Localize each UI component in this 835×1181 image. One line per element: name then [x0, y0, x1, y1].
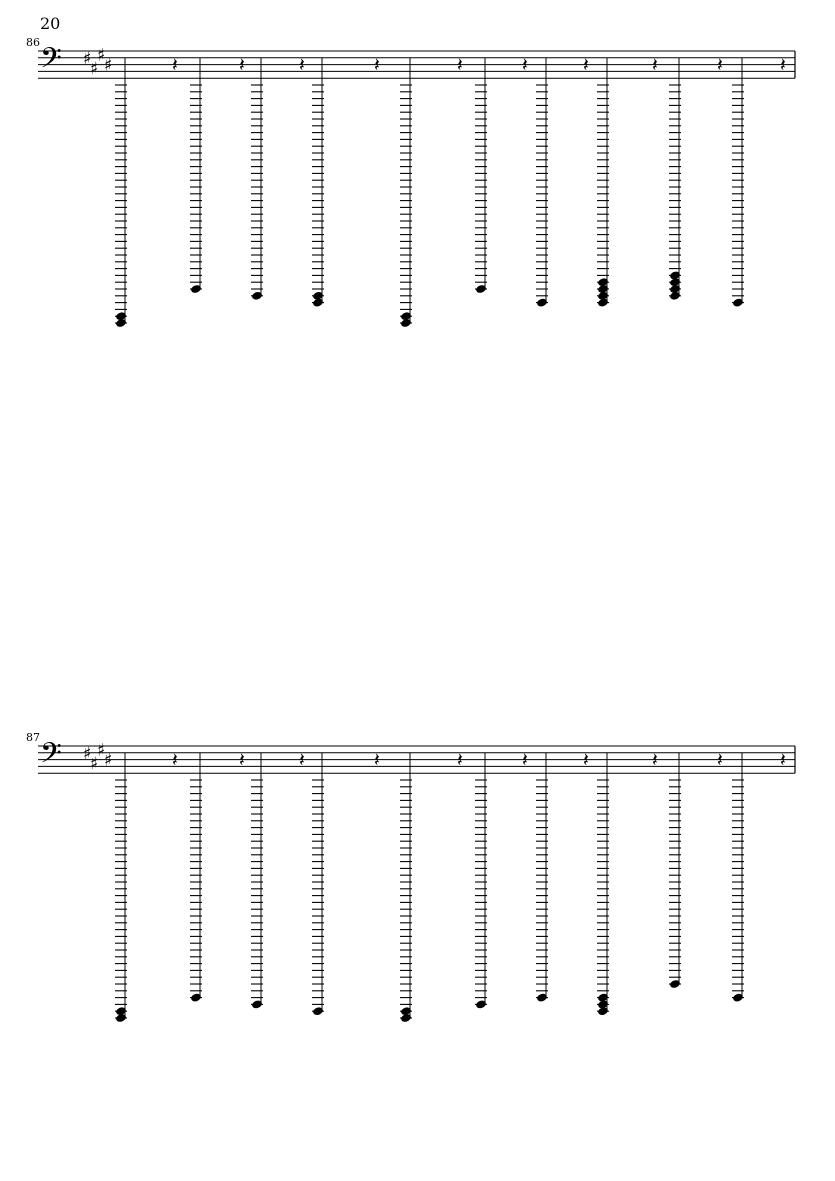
- measure-number-87: 87: [26, 731, 40, 744]
- staff-system-2: [0, 695, 835, 1181]
- staff-system-1: [0, 0, 835, 520]
- page-number: 20: [40, 14, 61, 33]
- sharp-icon: ♯: [104, 750, 113, 771]
- quarter-rest-icon: 𝄽: [239, 749, 245, 771]
- sharp-icon: ♯: [90, 754, 99, 774]
- sharp-icon: ♯: [104, 55, 113, 76]
- quarter-rest-icon: 𝄽: [717, 54, 723, 76]
- quarter-rest-icon: 𝄽: [457, 749, 463, 771]
- quarter-rest-icon: 𝄽: [717, 749, 723, 771]
- quarter-rest-icon: 𝄽: [652, 749, 658, 771]
- quarter-rest-icon: 𝄽: [457, 54, 463, 76]
- quarter-rest-icon: 𝄽: [374, 749, 380, 771]
- sharp-icon: ♯: [83, 48, 92, 69]
- quarter-rest-icon: 𝄽: [522, 54, 528, 76]
- quarter-rest-icon: 𝄽: [522, 749, 528, 771]
- measure-number-86: 86: [26, 36, 40, 49]
- sharp-icon: ♯: [83, 743, 92, 764]
- quarter-rest-icon: 𝄽: [172, 54, 178, 76]
- bass-clef-icon: 𝄢: [40, 737, 62, 777]
- sharp-icon: ♯: [90, 59, 99, 79]
- quarter-rest-icon: 𝄽: [652, 54, 658, 76]
- quarter-rest-icon: 𝄽: [299, 749, 305, 771]
- bass-clef-icon: 𝄢: [40, 42, 62, 82]
- sharp-icon: ♯: [97, 740, 106, 761]
- quarter-rest-icon: 𝄽: [780, 749, 786, 771]
- quarter-rest-icon: 𝄽: [299, 54, 305, 76]
- quarter-rest-icon: 𝄽: [583, 54, 589, 76]
- quarter-rest-icon: 𝄽: [239, 54, 245, 76]
- quarter-rest-icon: 𝄽: [780, 54, 786, 76]
- quarter-rest-icon: 𝄽: [172, 749, 178, 771]
- sharp-icon: ♯: [97, 45, 106, 66]
- quarter-rest-icon: 𝄽: [374, 54, 380, 76]
- quarter-rest-icon: 𝄽: [583, 749, 589, 771]
